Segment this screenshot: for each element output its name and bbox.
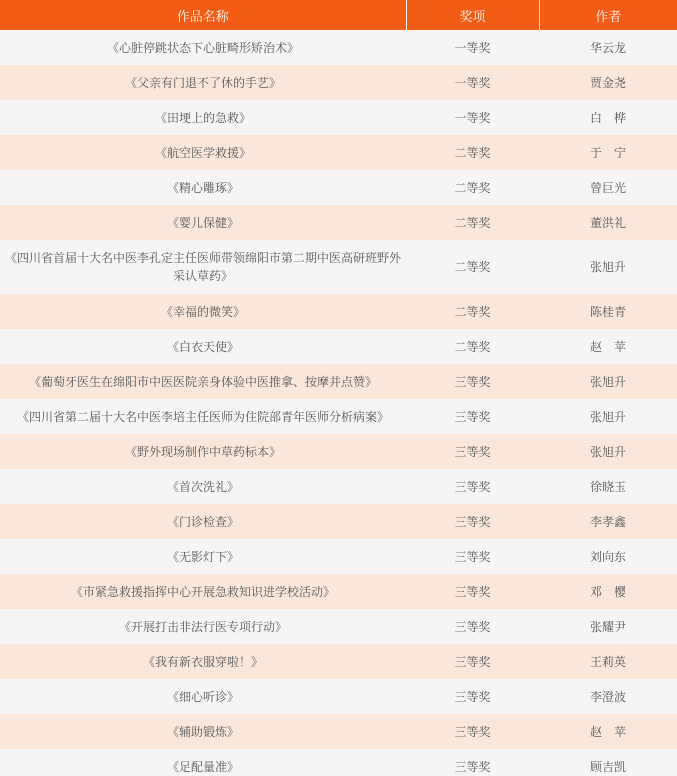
table-row	[0, 679, 677, 714]
table-row	[0, 609, 677, 644]
work-title-cell: 《四川省首届十大名中医李孔定主任医师带领绵阳市第二期中医高研班野外采认草药》	[0, 240, 406, 294]
work-title-cell: 《我有新衣服穿啦！》	[0, 644, 406, 679]
table-row	[0, 364, 677, 399]
award-cell: 三等奖	[406, 504, 539, 539]
award-cell: 三等奖	[406, 714, 539, 749]
table-row	[0, 504, 677, 539]
author-cell: 赵 苹	[539, 714, 677, 749]
header-title: 作品名称	[0, 0, 406, 30]
award-cell: 二等奖	[406, 170, 539, 205]
award-cell: 三等奖	[406, 749, 539, 776]
work-title-cell: 《心脏停跳状态下心脏畸形矫治术》	[0, 30, 406, 65]
work-title-cell: 《葡萄牙医生在绵阳市中医医院亲身体验中医推拿、按摩并点赞》	[0, 364, 406, 399]
author-cell: 张旭升	[539, 434, 677, 469]
author-cell: 贾金尧	[539, 65, 677, 100]
award-cell: 二等奖	[406, 329, 539, 364]
author-cell: 董洪礼	[539, 205, 677, 240]
work-title-cell: 《婴儿保健》	[0, 205, 406, 240]
author-cell: 李孝鑫	[539, 504, 677, 539]
work-title-cell: 《市紧急救援指挥中心开展急救知识进学校活动》	[0, 574, 406, 609]
table-row	[0, 434, 677, 469]
table-row	[0, 170, 677, 205]
award-cell: 二等奖	[406, 294, 539, 329]
award-cell: 三等奖	[406, 609, 539, 644]
work-title-cell: 《白衣天使》	[0, 329, 406, 364]
table-row	[0, 749, 677, 776]
work-title-cell: 《野外现场制作中草药标本》	[0, 434, 406, 469]
award-cell: 三等奖	[406, 644, 539, 679]
work-title-cell: 《足配量准》	[0, 749, 406, 776]
work-title-cell: 《细心听诊》	[0, 679, 406, 714]
work-title-cell: 《首次洗礼》	[0, 469, 406, 504]
author-cell: 陈桂青	[539, 294, 677, 329]
table-row	[0, 574, 677, 609]
author-cell: 张旭升	[539, 364, 677, 399]
table-body	[0, 30, 677, 776]
award-cell: 二等奖	[406, 205, 539, 240]
table-row	[0, 30, 677, 65]
award-cell: 二等奖	[406, 240, 539, 294]
table-row	[0, 399, 677, 434]
table-header	[0, 0, 677, 30]
table-row	[0, 329, 677, 364]
award-cell: 一等奖	[406, 100, 539, 135]
author-cell: 于 宁	[539, 135, 677, 170]
author-cell: 赵 苹	[539, 329, 677, 364]
work-title-cell: 《幸福的微笑》	[0, 294, 406, 329]
author-cell: 刘向东	[539, 539, 677, 574]
author-cell: 邓 樱	[539, 574, 677, 609]
work-title-cell: 《航空医学救援》	[0, 135, 406, 170]
author-cell: 白 桦	[539, 100, 677, 135]
work-title-cell: 《开展打击非法行医专项行动》	[0, 609, 406, 644]
table-row	[0, 469, 677, 504]
author-cell: 张耀尹	[539, 609, 677, 644]
author-cell: 李澄波	[539, 679, 677, 714]
table-row	[0, 714, 677, 749]
award-cell: 二等奖	[406, 135, 539, 170]
author-cell: 张旭升	[539, 399, 677, 434]
table-row	[0, 205, 677, 240]
table-row	[0, 240, 677, 294]
table-row	[0, 135, 677, 170]
award-cell: 三等奖	[406, 574, 539, 609]
author-cell: 王莉英	[539, 644, 677, 679]
work-title-cell: 《无影灯下》	[0, 539, 406, 574]
work-title-cell: 《辅助锻炼》	[0, 714, 406, 749]
author-cell: 张旭升	[539, 240, 677, 294]
header-author: 作者	[539, 0, 677, 30]
table-row	[0, 539, 677, 574]
table-row	[0, 100, 677, 135]
work-title-cell: 《田埂上的急救》	[0, 100, 406, 135]
award-cell: 三等奖	[406, 469, 539, 504]
award-cell: 三等奖	[406, 539, 539, 574]
work-title-cell: 《门诊检查》	[0, 504, 406, 539]
award-cell: 一等奖	[406, 65, 539, 100]
author-cell: 华云龙	[539, 30, 677, 65]
author-cell: 顾吉凯	[539, 749, 677, 776]
award-cell: 三等奖	[406, 399, 539, 434]
table-row	[0, 644, 677, 679]
table-row	[0, 294, 677, 329]
header-award: 奖项	[406, 0, 539, 30]
work-title-cell: 《四川省第二届十大名中医李培主任医师为住院部青年医师分析病案》	[0, 399, 406, 434]
work-title-cell: 《精心雕琢》	[0, 170, 406, 205]
award-cell: 三等奖	[406, 679, 539, 714]
award-cell: 三等奖	[406, 364, 539, 399]
author-cell: 曾巨光	[539, 170, 677, 205]
award-cell: 一等奖	[406, 30, 539, 65]
work-title-cell: 《父亲有门退不了休的手艺》	[0, 65, 406, 100]
header-row	[0, 0, 677, 30]
award-cell: 三等奖	[406, 434, 539, 469]
author-cell: 徐晓玉	[539, 469, 677, 504]
table-row	[0, 65, 677, 100]
